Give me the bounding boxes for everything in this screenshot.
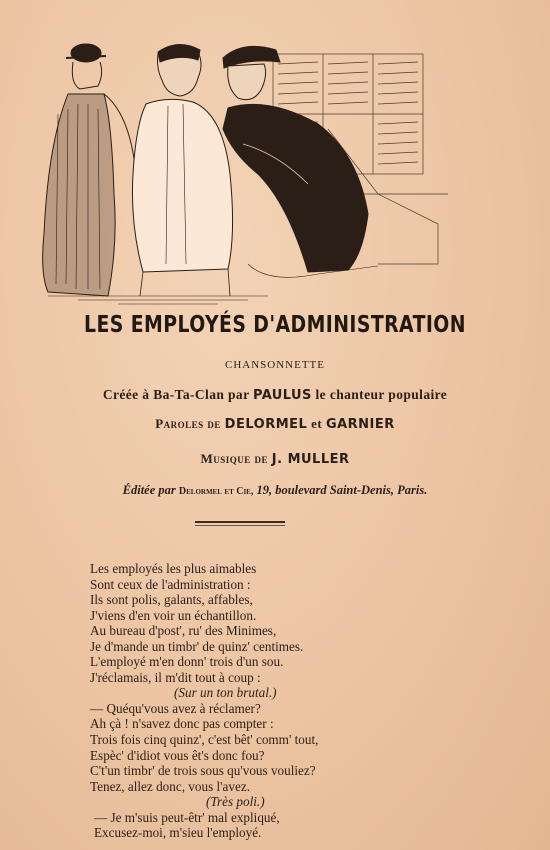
three-figures-engraving-icon bbox=[43, 44, 448, 304]
lyric-line: J'viens d'en voir un échantillon. bbox=[90, 607, 257, 623]
lyric-line: Je d'mande un timbr' de quinz' centimes. bbox=[90, 638, 304, 654]
lyric-line: Sont ceux de l'administration : bbox=[90, 576, 251, 592]
lyrics bbox=[90, 561, 318, 841]
words-author-2: GARNIER bbox=[325, 417, 395, 432]
words-label: Paroles de bbox=[155, 416, 221, 431]
lyric-line: Excusez-moi, m'sieu l'employé. bbox=[94, 825, 262, 841]
lyric-line: Tenez, allez donc, vous l'avez. bbox=[90, 778, 250, 794]
stage-direction: (Sur un ton brutal.) bbox=[174, 685, 277, 701]
created-prefix: Créée à Ba-Ta-Clan par bbox=[102, 387, 250, 402]
stage-direction: (Très poli.) bbox=[206, 794, 265, 810]
words-credit bbox=[0, 416, 550, 432]
lyric-line: Ah çà ! n'savez donc pas compter : bbox=[90, 716, 274, 732]
music-credit bbox=[0, 451, 550, 467]
music-label: Musique de bbox=[200, 451, 269, 466]
lyric-line: J'réclamais, il m'dit tout à coup : bbox=[90, 669, 261, 685]
publisher-name: Delormel et Cie, bbox=[178, 486, 254, 497]
lyric-line: Espèc' d'idiot vous êt's donc fou? bbox=[90, 747, 265, 763]
created-credit bbox=[0, 387, 550, 403]
lyric-line: Ils sont polis, galants, affables, bbox=[90, 592, 253, 608]
left-figure bbox=[43, 44, 136, 296]
song-title: LES EMPLOYÉS D'ADMINISTRATION bbox=[84, 312, 466, 338]
lyric-line: Au bureau d'post', ru' des Minimes, bbox=[90, 623, 277, 639]
lyric-line: — Je m'suis peut-êtr' mal expliqué, bbox=[94, 809, 280, 825]
created-suffix: le chanteur populaire bbox=[315, 387, 448, 402]
illustration bbox=[18, 34, 458, 306]
publisher-prefix: Éditée par bbox=[122, 483, 176, 497]
publisher-credit bbox=[0, 483, 550, 498]
lyric-line: Les employés les plus aimables bbox=[90, 561, 257, 576]
right-figure bbox=[223, 46, 368, 272]
words-author-1: DELORMEL bbox=[224, 417, 308, 432]
music-composer: J. MULLER bbox=[271, 452, 350, 467]
created-performer: PAULUS bbox=[253, 388, 312, 403]
lyric-line: — Quéqu'vous avez à réclamer? bbox=[90, 700, 261, 716]
publisher-address: 19, boulevard Saint-Denis, Paris. bbox=[256, 483, 428, 497]
words-and: et bbox=[311, 416, 323, 431]
lyric-line: L'employé m'en donn' trois d'un sou. bbox=[90, 654, 284, 670]
separator-rule bbox=[195, 521, 285, 523]
lyric-line: C't'un timbr' de trois sous qu'vous vouliez? bbox=[90, 763, 316, 779]
subtitle: CHANSONNETTE bbox=[225, 359, 325, 371]
lyric-line: Trois fois cinq quinz', c'est bêt' comm' tout, bbox=[90, 732, 319, 748]
middle-figure bbox=[132, 44, 232, 296]
